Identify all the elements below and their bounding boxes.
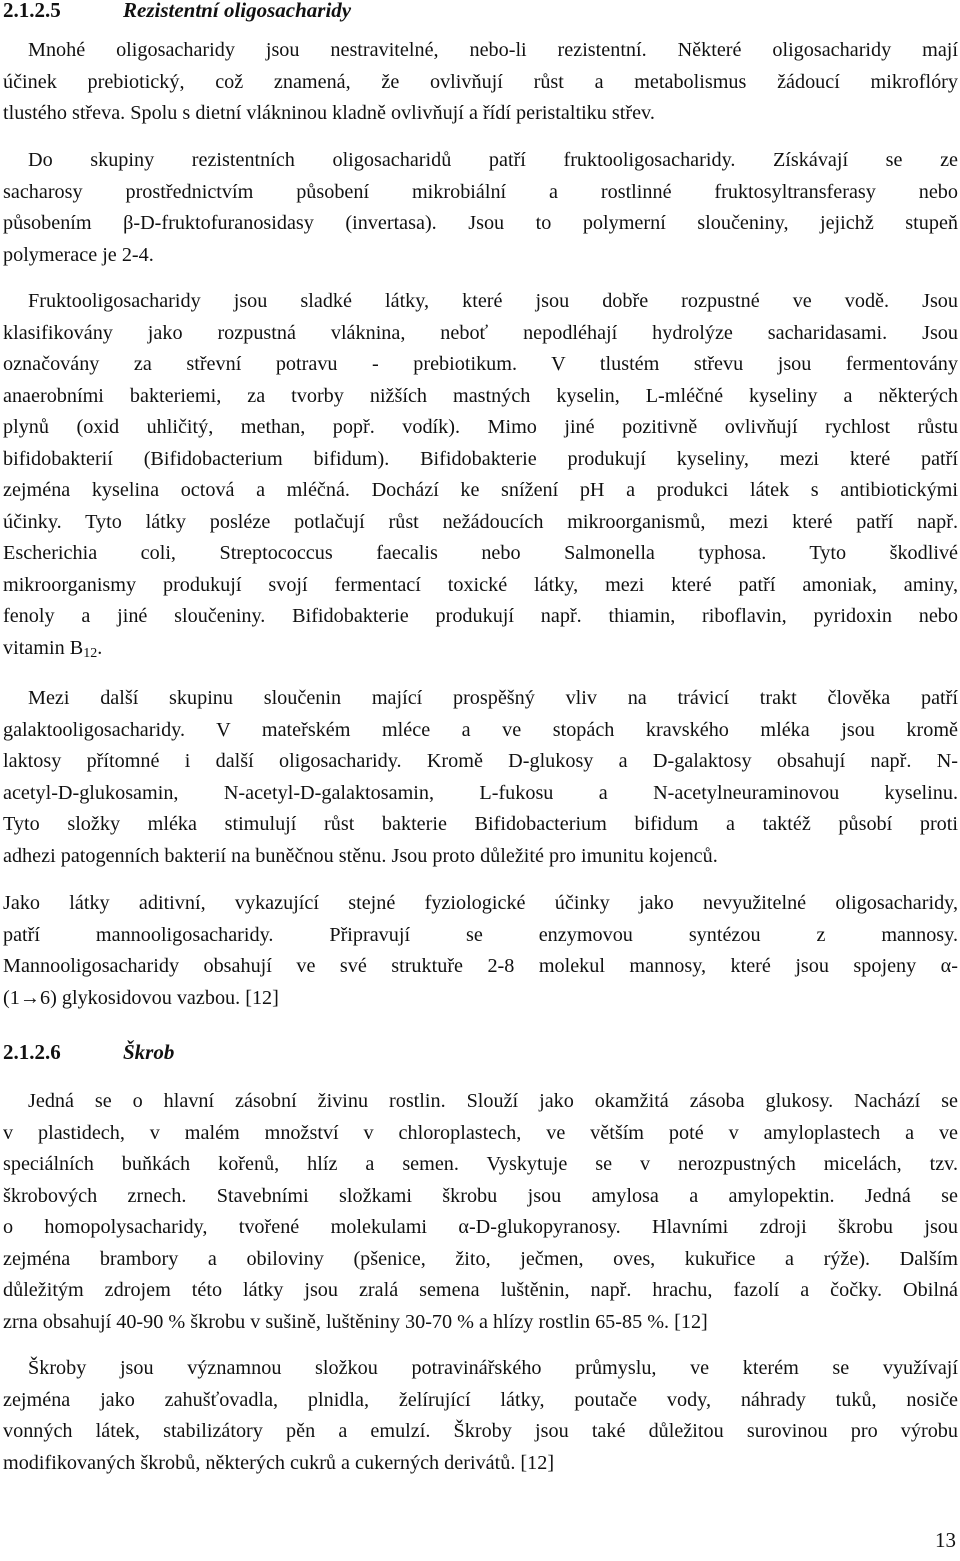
section-number: 2.1.2.6 xyxy=(3,1040,61,1064)
vitamin-end: . xyxy=(97,636,103,659)
vitamin-text: vitamin B xyxy=(3,636,84,659)
paragraph-line: plynů (oxid uhličitý, methan, popř. vodík). Mimo jiné pozitivně ovlivňují rychlost růstu xyxy=(3,416,958,438)
paragraph-line: modifikovaných škrobů, některých cukrů a cukerných derivátů. [12] xyxy=(3,1451,555,1474)
page-number: 13 xyxy=(935,1528,956,1552)
section-heading-skrob xyxy=(3,1040,174,1065)
paragraph-line: tlustého střeva. Spolu s dietní vlákninou kladně ovlivňují a řídí peristaltiku střev. xyxy=(3,102,655,124)
paragraph-starch xyxy=(3,1086,958,1338)
paragraph-line: klasifikovány jako rozpustná vláknina, neboť nepodléhají hydrolýze sacharidasami. Jsou xyxy=(3,321,958,344)
paragraph-line: laktosy přítomné i další oligosacharidy. Kromě D-glukosy a D-galaktosy obsahují např. N- xyxy=(3,750,958,772)
paragraph-line: speciálních buňkách kořenů, hlíz a semen. Vyskytuje se v nerozpustných micelách, tzv. xyxy=(3,1153,958,1175)
paragraph-fructooligosaccharides xyxy=(3,145,958,271)
paragraph-line: o homopolysacharidy, tvořené molekulami α-D-glukopyranosy. Hlavními zdroji škrobu jsou xyxy=(3,1216,958,1238)
paragraph-line: adhezi patogenních bakterií na buněčnou stěnu. Jsou proto důležité pro imunitu kojenců. xyxy=(3,844,718,867)
paragraph-line: Mezi další skupinu sloučenin mající prospěšný vliv na trávicí trakt člověka patří xyxy=(28,687,958,709)
paragraph-line: Fruktooligosacharidy jsou sladké látky, které jsou dobře rozpustné ve vodě. Jsou xyxy=(28,290,958,312)
paragraph-line: fenoly a jiné sloučeniny. Bifidobakterie produkují např. thiamin, riboflavin, pyridoxin nebo xyxy=(3,605,958,627)
paragraph-line: škrobových zrnech. Stavebními složkami škrobu jsou amylosa a amylopektin. Jedná se xyxy=(3,1184,958,1207)
section-title: Rezistentní oligosacharidy xyxy=(123,0,352,22)
vitamin-subscript: 12 xyxy=(83,645,98,661)
section-number: 2.1.2.5 xyxy=(3,0,61,22)
section-title: Škrob xyxy=(123,1040,175,1064)
paragraph-line: účinek prebiotický, což znamená, že ovlivňují růst a metabolismus žádoucí mikroflóry xyxy=(3,70,958,93)
paragraph-line: bifidobakterií (Bifidobacterium bifidum). Bifidobakterie produkují kyseliny, mezi které patří xyxy=(3,447,958,470)
paragraph-line: zejména jako zahušťovadla, plnidla, želírující látky, poutače vody, náhrady tuků, nosiče xyxy=(3,1388,958,1411)
paragraph-fructooligosaccharide-properties xyxy=(3,286,958,669)
paragraph-galactooligosaccharides xyxy=(3,683,958,872)
paragraph-line-vitamin xyxy=(3,633,958,670)
paragraph-line: polymerace je 2-4. xyxy=(3,243,154,266)
paragraph-prebiotic xyxy=(3,35,958,130)
section-heading-rezistentni-oligosacharidy xyxy=(3,0,351,23)
paragraph-line: anaerobními bakteriemi, za tvorby nižších mastných kyselin, L-mléčné kyseliny a některých xyxy=(3,384,958,407)
paragraph-line: patří mannooligosacharidy. Připravují se enzymovou syntézou z mannosy. xyxy=(3,923,958,946)
paragraph-line: Escherichia coli, Streptococcus faecalis nebo Salmonella typhosa. Tyto škodlivé xyxy=(3,542,958,564)
paragraph-line: v plastidech, v malém množství v chloroplastech, ve větším poté v amyloplastech a ve xyxy=(3,1121,958,1144)
paragraph-line: účinky. Tyto látky posléze potlačují růst nežádoucích mikroorganismů, mezi které patří např. xyxy=(3,510,958,533)
paragraph-line: Jako látky aditivní, vykazující stejné fyziologické účinky jako nevyužitelné oligosacharidy, xyxy=(3,892,958,914)
paragraph-line: (1→6) glykosidovou vazbou. [12] xyxy=(3,986,279,1009)
paragraph-line: Jedná se o hlavní zásobní živinu rostlin. Slouží jako okamžitá zásoba glukosy. Nachází se xyxy=(28,1090,958,1112)
paragraph-line: galaktooligosacharidy. V mateřském mléce a ve stopách kravského mléka jsou kromě xyxy=(3,718,958,741)
paragraph-line: sacharosy prostřednictvím působení mikrobiální a rostlinné fruktosyltransferasy nebo xyxy=(3,180,958,203)
paragraph-line: zejména kyselina octová a mléčná. Dochází ke snížení pH a produkci látek s antibiotickými xyxy=(3,479,958,501)
paragraph-mannooligosaccharides xyxy=(3,888,958,1014)
paragraph-line: Do skupiny rezistentních oligosacharidů patří fruktooligosacharidy. Získávají se ze xyxy=(28,149,958,171)
paragraph-line: Mnohé oligosacharidy jsou nestravitelné, nebo-li rezistentní. Některé oligosacharidy mají xyxy=(28,39,958,61)
paragraph-line: označovány za střevní potravu - prebiotikum. V tlustém střevu jsou fermentovány xyxy=(3,353,958,375)
paragraph-starch-industry xyxy=(3,1353,958,1479)
paragraph-line: zrna obsahují 40-90 % škrobu v sušině, luštěniny 30-70 % a hlízy rostlin 65-85 %. [12] xyxy=(3,1310,708,1333)
paragraph-line: důležitým zdrojem této látky jsou zralá semena luštěnin, např. hrachu, fazolí a čočky. Obilná xyxy=(3,1279,958,1301)
paragraph-line: vonných látek, stabilizátory pěn a emulzí. Škroby jsou také důležitou surovinou pro výrobu xyxy=(3,1420,958,1442)
paragraph-line: Mannooligosacharidy obsahují ve své struktuře 2-8 molekul mannosy, které jsou spojeny α- xyxy=(3,955,958,977)
paragraph-line: acetyl-D-glukosamin, N-acetyl-D-galaktosamin, L-fukosu a N-acetylneuraminovou kyselinu. xyxy=(3,781,958,804)
paragraph-line: mikroorganismy produkují svojí fermentací toxické látky, mezi které patří amoniak, aminy, xyxy=(3,573,958,596)
paragraph-line: působením β-D-fruktofuranosidasy (invertasa). Jsou to polymerní sloučeniny, jejichž stupeň xyxy=(3,212,958,234)
paragraph-line: Škroby jsou významnou složkou potravinářského průmyslu, ve kterém se využívají xyxy=(28,1357,958,1379)
paragraph-line: Tyto složky mléka stimulují růst bakterie Bifidobacterium bifidum a taktéž působí proti xyxy=(3,813,958,835)
paragraph-line: zejména brambory a obiloviny (pšenice, žito, ječmen, oves, kukuřice a rýže). Dalším xyxy=(3,1247,958,1270)
